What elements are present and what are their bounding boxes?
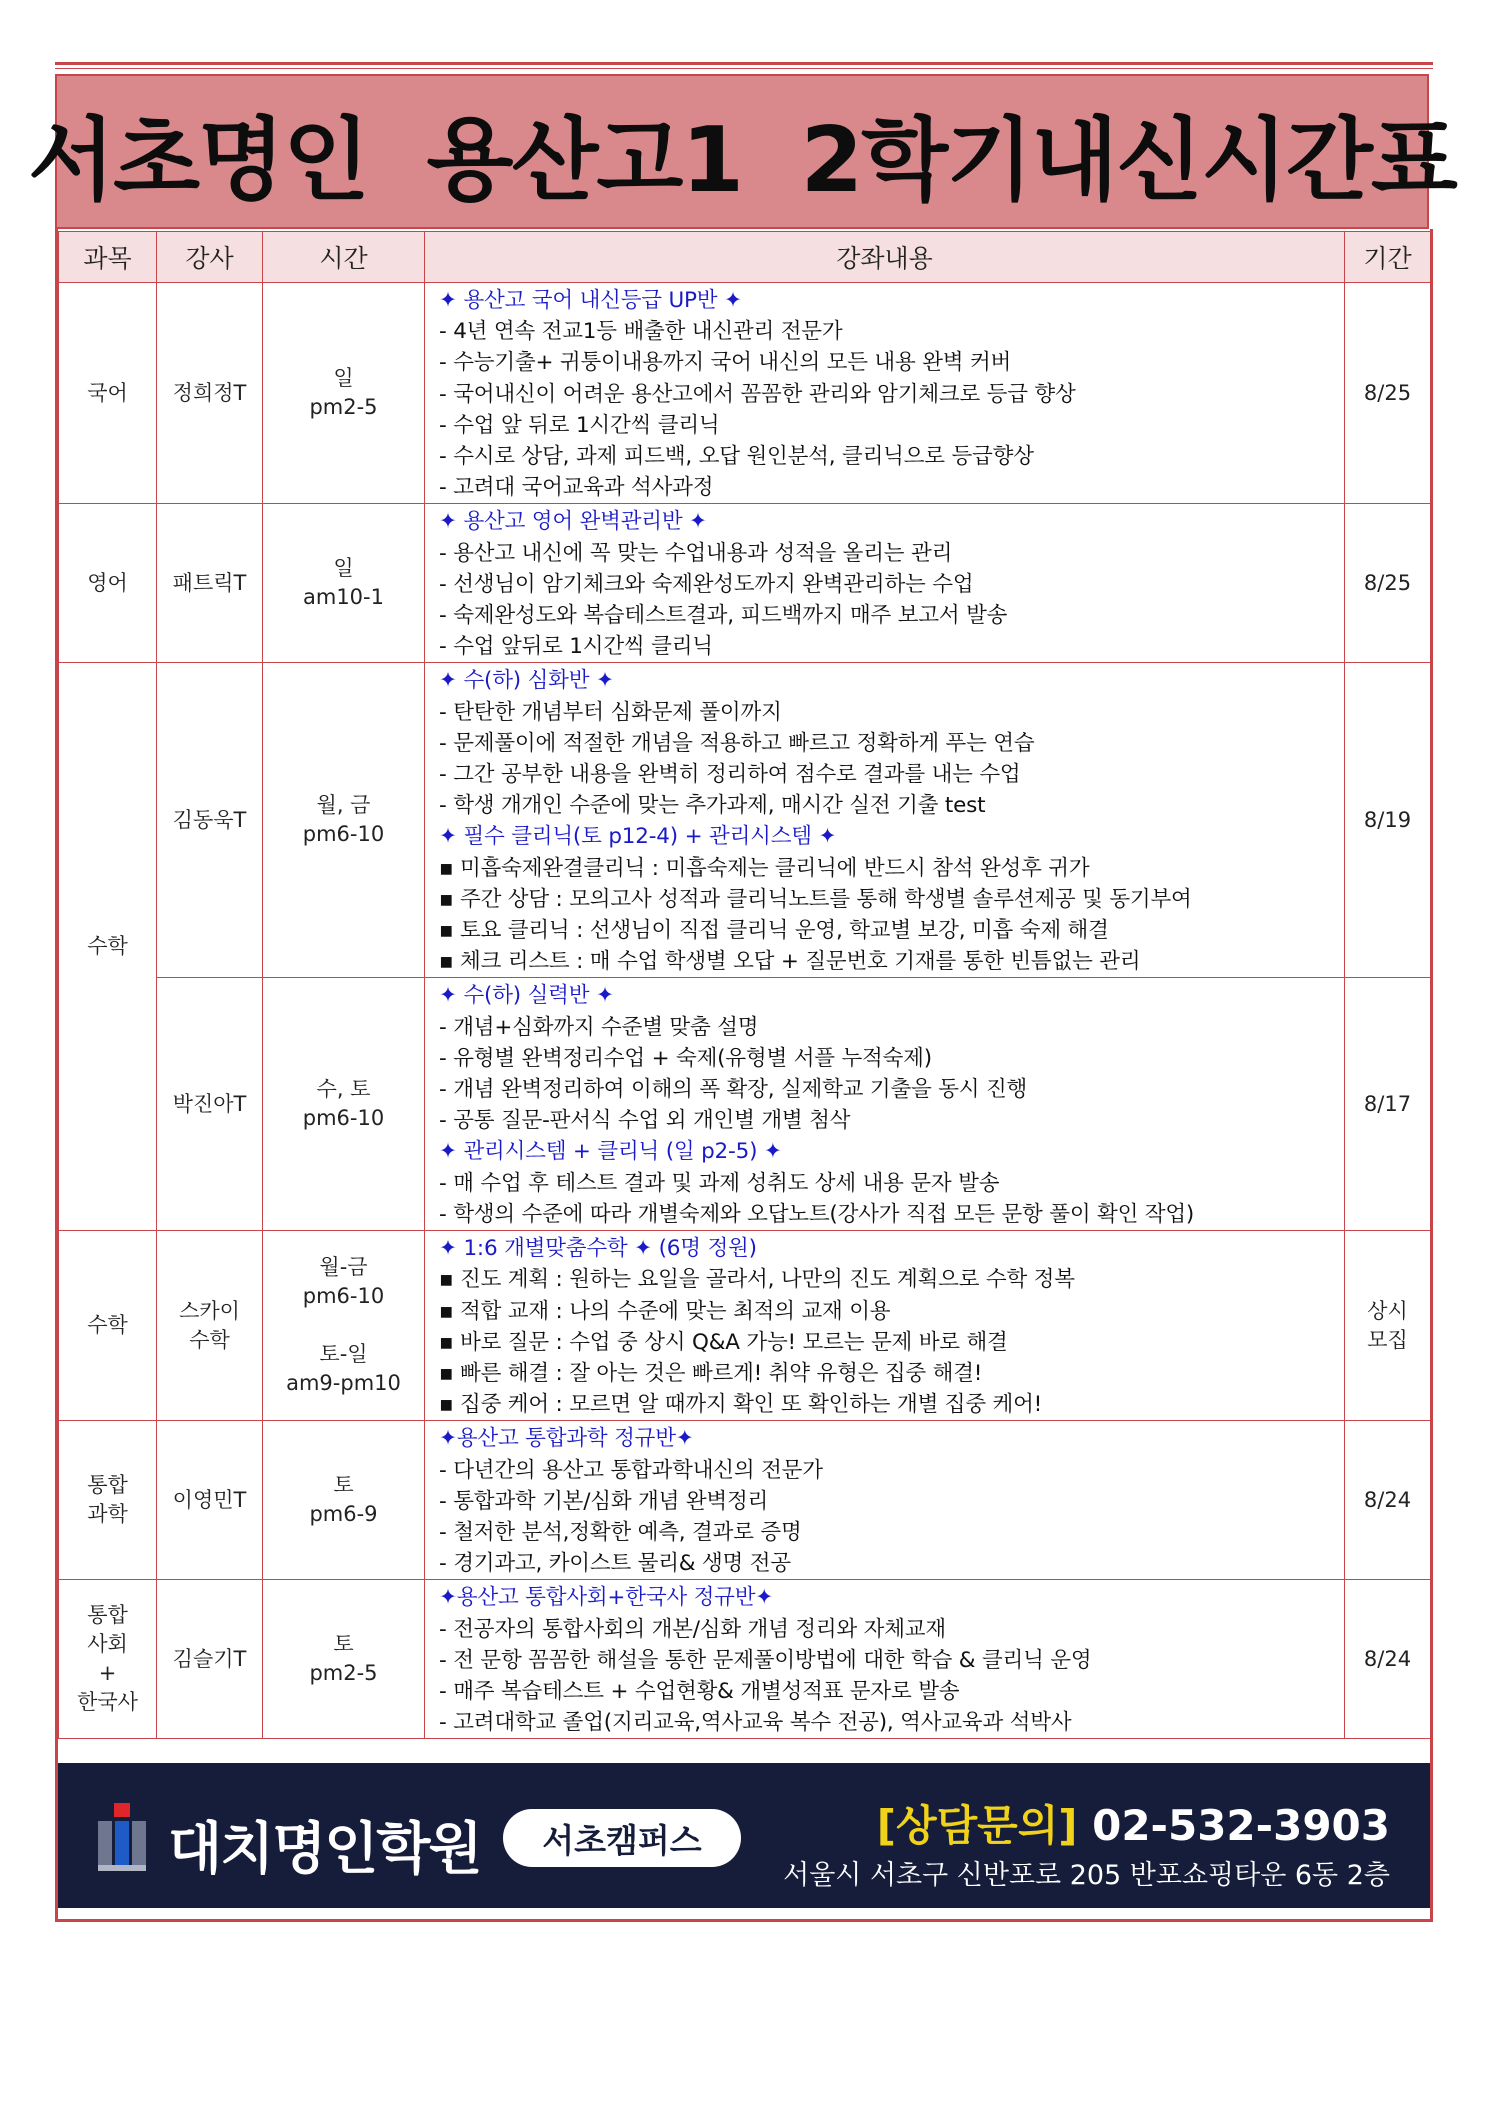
period-cell: 8/25 bbox=[1345, 504, 1431, 663]
course-line: - 경기과고, 카이스트 물리& 생명 전공 bbox=[439, 1551, 791, 1577]
content-cell bbox=[425, 1231, 1345, 1421]
schedule-table bbox=[58, 231, 1431, 1739]
course-line: - 수시로 상담, 과제 피드백, 오답 원인분석, 클리닉으로 등급향상 bbox=[439, 444, 1034, 470]
content-cell bbox=[425, 1580, 1345, 1739]
teacher-cell: 김슬기T bbox=[157, 1580, 263, 1739]
time-cell: 월-금 pm6-10 토-일 am9-pm10 bbox=[263, 1231, 425, 1421]
course-line: ▪ 토요 클리닉 : 선생님이 직접 클리닉 운영, 학교별 보강, 미흡 숙제 해결 bbox=[439, 918, 1109, 944]
course-line: - 4년 연속 전교1등 배출한 내신관리 전문가 bbox=[439, 319, 843, 345]
time-cell: 일 am10-1 bbox=[263, 504, 425, 663]
time-cell: 토 pm6-9 bbox=[263, 1421, 425, 1580]
table-row-math-2 bbox=[59, 978, 1431, 1231]
course-line: - 학생의 수준에 따라 개별숙제와 오답노트(강사가 직접 모든 문항 풀이 확인 작업) bbox=[439, 1201, 1195, 1227]
course-line: - 다년간의 용산고 통합과학내신의 전문가 bbox=[439, 1457, 823, 1483]
course-line: ▪ 적합 교재 : 나의 수준에 맞는 최적의 교재 이용 bbox=[439, 1298, 891, 1324]
course-line: ▪ 바로 질문 : 수업 중 상시 Q&A 가능! 모르는 문제 바로 해결 bbox=[439, 1329, 1008, 1355]
course-heading: ✦ 수(하) 심화반 ✦ bbox=[439, 668, 614, 694]
course-line: - 유형별 완벽정리수업 + 숙제(유형별 서플 누적숙제) bbox=[439, 1045, 932, 1071]
teacher-cell: 패트릭T bbox=[157, 504, 263, 663]
course-line: - 수능기출+ 귀퉁이내용까지 국어 내신의 모든 내용 완벽 커버 bbox=[439, 350, 1012, 376]
course-heading: ✦ 필수 클리닉(토 p12-4) + 관리시스템 ✦ bbox=[439, 824, 837, 850]
course-heading: ✦용산고 통합사회+한국사 정규반✦ bbox=[439, 1585, 774, 1611]
course-heading: ✦ 수(하) 실력반 ✦ bbox=[439, 983, 614, 1009]
content-cell bbox=[425, 283, 1345, 504]
subject-cell: 통합 과학 bbox=[59, 1421, 157, 1580]
course-line: - 철저한 분석,정확한 예측, 결과로 증명 bbox=[439, 1519, 802, 1545]
course-line: - 매 수업 후 테스트 결과 및 과제 성취도 상세 내용 문자 발송 bbox=[439, 1170, 1000, 1196]
course-line: - 선생님이 암기체크와 숙제완성도까지 완벽관리하는 수업 bbox=[439, 571, 974, 597]
phone-number[interactable]: 02-532-3903 bbox=[1092, 1801, 1390, 1850]
table-header-row bbox=[59, 232, 1431, 283]
course-line: - 용산고 내신에 꼭 맞는 수업내용과 성적을 올리는 관리 bbox=[439, 540, 953, 566]
contact-line bbox=[877, 1793, 1390, 1853]
time-cell: 월, 금 pm6-10 bbox=[263, 663, 425, 978]
content-cell bbox=[425, 978, 1345, 1231]
table-row-sky-math bbox=[59, 1231, 1431, 1421]
period-cell: 8/25 bbox=[1345, 283, 1431, 504]
course-line: - 학생 개개인 수준에 맞는 추가과제, 매시간 실전 기출 test bbox=[439, 793, 986, 819]
subject-cell: 통합 사회 + 한국사 bbox=[59, 1580, 157, 1739]
course-line: - 문제풀이에 적절한 개념을 적용하고 빠르고 정확하게 푸는 연습 bbox=[439, 730, 1035, 756]
course-line: ▪ 진도 계획 : 원하는 요일을 골라서, 나만의 진도 계획으로 수학 정복 bbox=[439, 1267, 1075, 1293]
course-line: - 고려대학교 졸업(지리교육,역사교육 복수 전공), 역사교육과 석박사 bbox=[439, 1710, 1072, 1736]
header-content: 강좌내용 bbox=[425, 232, 1345, 283]
content-cell bbox=[425, 1421, 1345, 1580]
teacher-cell: 김동욱T bbox=[157, 663, 263, 978]
course-line: ▪ 미흡숙제완결클리닉 : 미흡숙제는 클리닉에 반드시 참석 완성후 귀가 bbox=[439, 855, 1090, 881]
course-heading: ✦ 1:6 개별맞춤수학 ✦ (6명 정원) bbox=[439, 1236, 757, 1262]
header-teacher: 강사 bbox=[157, 232, 263, 283]
course-line: - 국어내신이 어려운 용산고에서 꼼꼼한 관리와 암기체크로 등급 향상 bbox=[439, 381, 1076, 407]
content-cell bbox=[425, 663, 1345, 978]
teacher-cell: 박진아T bbox=[157, 978, 263, 1231]
teacher-cell: 정희정T bbox=[157, 283, 263, 504]
course-line: - 전공자의 통합사회의 개본/심화 개념 정리와 자체교재 bbox=[439, 1616, 946, 1642]
footer-banner bbox=[58, 1763, 1430, 1908]
course-line: ▪ 체크 리스트 : 매 수업 학생별 오답 + 질문번호 기재를 통한 빈틈없는 관리 bbox=[439, 949, 1141, 975]
period-cell: 8/19 bbox=[1345, 663, 1431, 978]
course-line: - 그간 공부한 내용을 완벽히 정리하여 점수로 결과를 내는 수업 bbox=[439, 762, 1021, 788]
period-cell: 8/24 bbox=[1345, 1580, 1431, 1739]
campus-badge: 서초캠퍼스 bbox=[503, 1809, 741, 1867]
course-line: - 수업 앞 뒤로 1시간씩 클리닉 bbox=[439, 412, 720, 438]
header-time: 시간 bbox=[263, 232, 425, 283]
course-line: - 통합과학 기본/심화 개념 완벽정리 bbox=[439, 1488, 769, 1514]
contact-label: [상담문의] bbox=[876, 1801, 1078, 1850]
course-line: - 숙제완성도와 복습테스트결과, 피드백까지 매주 보고서 발송 bbox=[439, 603, 1008, 629]
period-cell: 상시 모집 bbox=[1345, 1231, 1431, 1421]
course-heading: ✦ 용산고 영어 완벽관리반 ✦ bbox=[439, 509, 707, 535]
course-line: - 수업 앞뒤로 1시간씩 클리닉 bbox=[439, 634, 713, 660]
course-line: - 고려대 국어교육과 석사과정 bbox=[439, 475, 714, 501]
course-heading: ✦ 용산고 국어 내신등급 UP반 ✦ bbox=[439, 288, 742, 313]
header-period: 기간 bbox=[1345, 232, 1431, 283]
subject-cell: 수학 bbox=[59, 1231, 157, 1421]
time-cell: 수, 토 pm6-10 bbox=[263, 978, 425, 1231]
table-row-korean bbox=[59, 283, 1431, 504]
course-line: - 탄탄한 개념부터 심화문제 풀이까지 bbox=[439, 699, 782, 725]
top-rule-thin bbox=[55, 68, 1433, 69]
course-line: - 개념 완벽정리하여 이해의 폭 확장, 실제학교 기출을 동시 진행 bbox=[439, 1077, 1028, 1103]
course-line: - 전 문항 꼼꼼한 해설을 통한 문제풀이방법에 대한 학습 & 클리닉 운영 bbox=[439, 1647, 1092, 1673]
teacher-cell: 스카이 수학 bbox=[157, 1231, 263, 1421]
course-line: ▪ 빠른 해결 : 잘 아는 것은 빠르게! 취약 유형은 집중 해결! bbox=[439, 1360, 983, 1386]
subject-cell: 국어 bbox=[59, 283, 157, 504]
page-title-text: 서초명인 용산고1 2학기내신시간표 bbox=[28, 107, 1456, 213]
course-heading: ✦용산고 통합과학 정규반✦ bbox=[439, 1426, 694, 1452]
table-row-social bbox=[59, 1580, 1431, 1739]
page-title bbox=[28, 74, 1456, 229]
academy-name: 대치명인학원 bbox=[168, 1817, 481, 1882]
period-cell: 8/17 bbox=[1345, 978, 1431, 1231]
teacher-cell: 이영민T bbox=[157, 1421, 263, 1580]
course-line: - 공통 질문-판서식 수업 외 개인별 개별 첨삭 bbox=[439, 1108, 851, 1134]
content-cell bbox=[425, 504, 1345, 663]
academy-logo-icon bbox=[92, 1803, 152, 1879]
course-line: ▪ 주간 상담 : 모의고사 성적과 클리닉노트를 통해 학생별 솔루션제공 및 동기부여 bbox=[439, 886, 1192, 912]
course-line: - 매주 복습테스트 + 수업현황& 개별성적표 문자로 발송 bbox=[439, 1678, 960, 1704]
course-heading: ✦ 관리시스템 + 클리닉 (일 p2-5) ✦ bbox=[439, 1139, 782, 1165]
header-subject: 과목 bbox=[59, 232, 157, 283]
course-line: - 개념+심화까지 수준별 맞춤 설명 bbox=[439, 1014, 759, 1040]
table-row-science bbox=[59, 1421, 1431, 1580]
time-cell: 토 pm2-5 bbox=[263, 1580, 425, 1739]
top-rule bbox=[55, 62, 1433, 65]
table-row-math-1 bbox=[59, 663, 1431, 978]
course-line: ▪ 집중 케어 : 모르면 알 때까지 확인 또 확인하는 개별 집중 케어! bbox=[439, 1392, 1043, 1418]
subject-cell: 영어 bbox=[59, 504, 157, 663]
table-row-english bbox=[59, 504, 1431, 663]
address: 서울시 서초구 신반포로 205 반포쇼핑타운 6동 2층 bbox=[783, 1860, 1390, 1891]
subject-cell: 수학 bbox=[59, 663, 157, 1231]
period-cell: 8/24 bbox=[1345, 1421, 1431, 1580]
time-cell: 일 pm2-5 bbox=[263, 283, 425, 504]
